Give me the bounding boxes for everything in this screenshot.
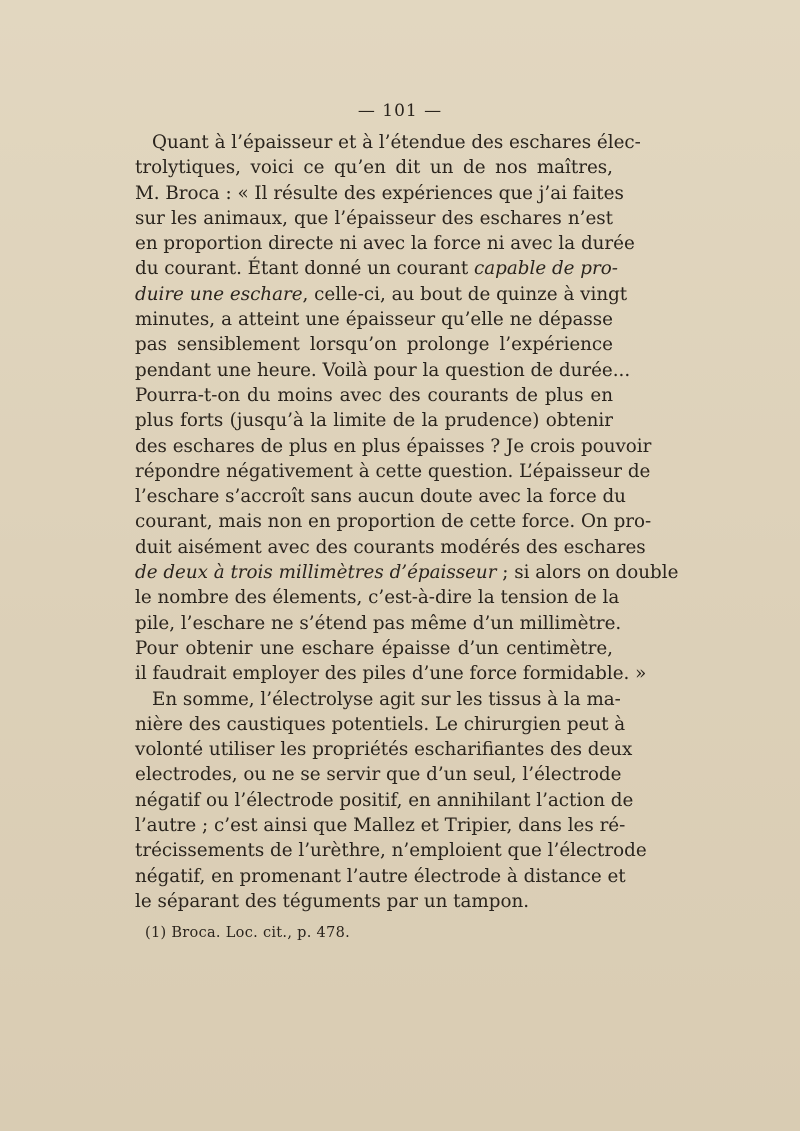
- italic-text: capable de pro-: [474, 258, 618, 280]
- text-line: [135, 838, 647, 863]
- text-segment: minutes, a atteint une épaisseur qu’elle ne dépasse: [135, 309, 613, 331]
- text-line: [135, 737, 633, 762]
- text-line: [135, 332, 613, 357]
- text-line: [135, 484, 626, 509]
- footnote: (1) Broca. Loc. cit., p. 478.: [145, 925, 351, 941]
- body-text: [135, 130, 679, 914]
- text-segment: Pourra-t-on du moins avec des courants de plus en: [135, 384, 613, 406]
- text-segment: pile, l’eschare ne s’étend pas même d’un millimètre.: [135, 612, 622, 634]
- text-segment: répondre négativement à cette question. L’épaisseur de: [135, 460, 651, 482]
- text-line: [135, 712, 626, 737]
- text-segment: pas sensiblement lorsqu’on prolonge l’expérience: [135, 334, 613, 356]
- text-segment: sur les animaux, que l’épaisseur des eschares n’est: [135, 207, 613, 229]
- text-line: [135, 788, 634, 813]
- text-line: [135, 585, 620, 610]
- text-line: [135, 636, 613, 661]
- text-segment: courant, mais non en proportion de cette force. On pro-: [135, 511, 652, 533]
- text-line: [135, 282, 628, 307]
- text-segment: ; si alors on double: [496, 562, 679, 584]
- text-segment: nière des caustiques potentiels. Le chirurgien peut à: [135, 713, 626, 735]
- text-segment: négatif ou l’électrode positif, en annihilant l’action de: [135, 789, 634, 811]
- text-line: [135, 206, 613, 231]
- text-line: [135, 509, 652, 534]
- text-line: [135, 560, 679, 585]
- italic-text: de deux à trois millimètres d’épaisseur: [135, 562, 497, 584]
- text-segment: volonté utiliser les propriétés escharifiantes des deux: [135, 739, 633, 761]
- page-number: — 101 —: [357, 101, 443, 121]
- text-segment: des eschares de plus en plus épaisses ? Je crois pouvoir: [135, 435, 652, 457]
- text-line: [135, 434, 652, 459]
- text-line: [135, 231, 635, 256]
- text-segment: négatif, en promenant l’autre électrode à distance et: [135, 865, 626, 887]
- text-line: [135, 535, 646, 560]
- text-segment: l’autre ; c’est ainsi que Mallez et Tripier, dans les ré-: [135, 815, 626, 837]
- text-segment: Pour obtenir une eschare épaisse d’un centimètre,: [135, 637, 613, 659]
- text-segment: , celle-ci, au bout de quinze à vingt: [302, 283, 628, 305]
- text-line: [135, 611, 622, 636]
- text-line: [135, 687, 621, 712]
- text-segment: le nombre des élements, c’est-à-dire la tension de la: [135, 587, 620, 609]
- text-segment: pendant une heure. Voilà pour la question de durée...: [135, 359, 631, 381]
- text-line: [135, 256, 618, 281]
- text-line: [135, 358, 631, 383]
- text-line: [135, 864, 626, 889]
- text-segment: du courant. Étant donné un courant: [135, 258, 475, 280]
- text-segment: trolytiques, voici ce qu’en dit un de nos maîtres,: [135, 157, 613, 179]
- text-line: [135, 307, 613, 332]
- text-line: [135, 762, 622, 787]
- text-segment: l’eschare s’accroît sans aucun doute avec la force du: [135, 486, 626, 508]
- text-segment: electrodes, ou ne se servir que d’un seul, l’électrode: [135, 764, 622, 786]
- text-line: [135, 661, 647, 686]
- text-line: [135, 383, 613, 408]
- text-line: [135, 408, 613, 433]
- italic-text: duire une eschare: [135, 283, 303, 305]
- text-line: [135, 130, 641, 155]
- text-segment: M. Broca : « Il résulte des expériences que j’ai faites: [135, 182, 624, 204]
- text-line: [135, 155, 613, 180]
- text-segment: trécissements de l’urèthre, n’emploient que l’électrode: [135, 840, 647, 862]
- text-line: [135, 889, 613, 914]
- text-segment: il faudrait employer des piles d’une force formidable. »: [135, 663, 647, 685]
- text-segment: En somme, l’électrolyse agit sur les tissus à la ma-: [152, 688, 621, 710]
- text-line: [135, 813, 626, 838]
- text-segment: Quant à l’épaisseur et à l’étendue des eschares élec-: [152, 132, 641, 153]
- text-segment: le séparant des téguments par un tampon.: [135, 890, 530, 912]
- text-segment: plus forts (jusqu’à la limite de la prudence) obtenir: [135, 410, 613, 432]
- text-line: [135, 181, 624, 206]
- text-segment: en proportion directe ni avec la force ni avec la durée: [135, 233, 635, 255]
- text-line: [135, 459, 651, 484]
- text-segment: duit aisément avec des courants modérés des eschares: [135, 536, 646, 558]
